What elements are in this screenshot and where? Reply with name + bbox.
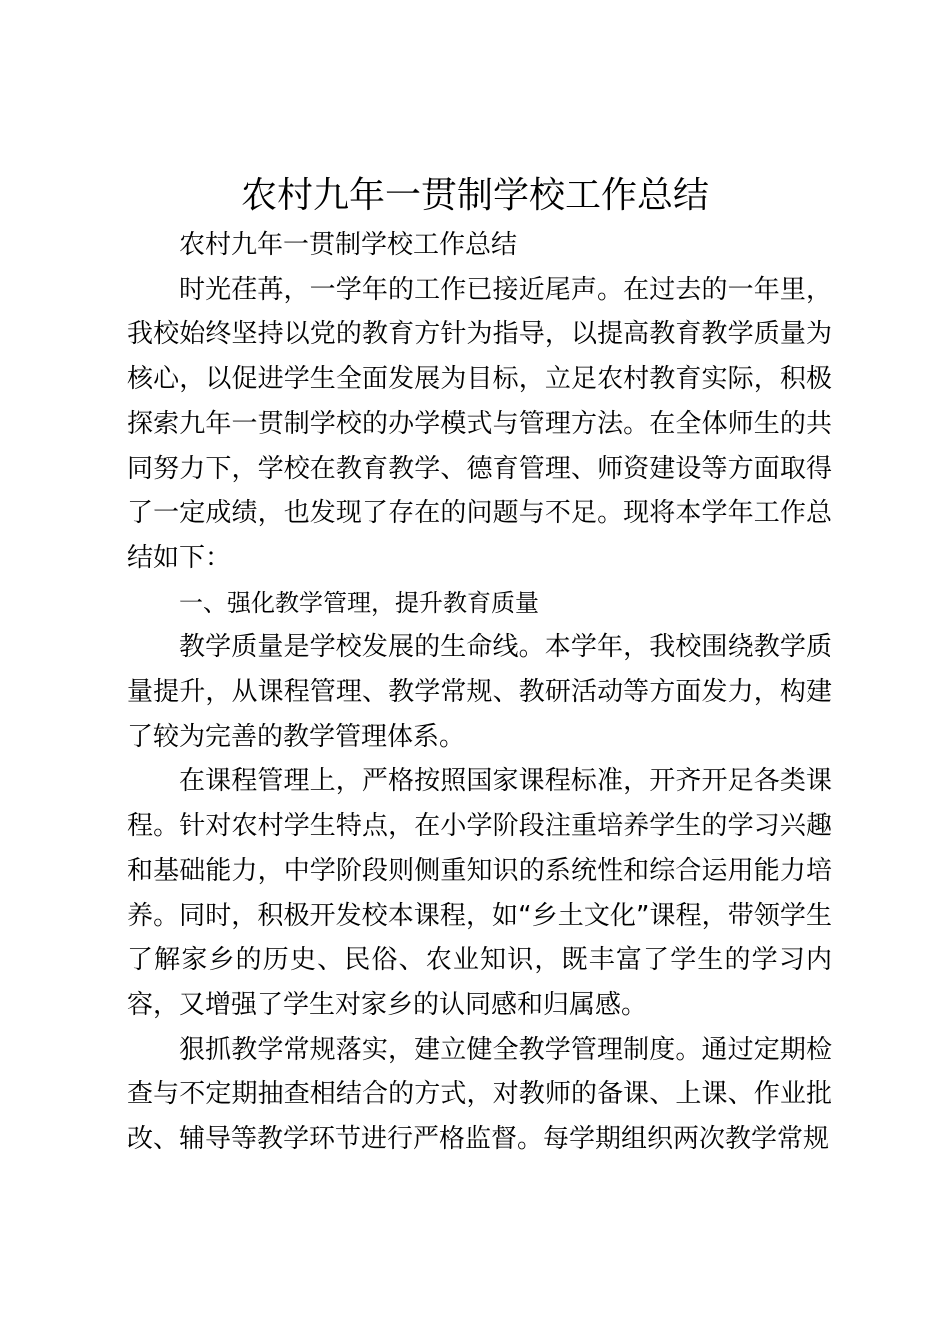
paragraph-teaching-routine: 狠抓教学常规落实，建立健全教学管理制度。通过定期检查与不定期抽查相结合的方式，对教师的备课、上课、作业批改、辅导等教学环节进行严格监督。每学期组织两次教学常规 [127,1034,832,1155]
document-body [127,223,832,1162]
document-subtitle: 农村九年一贯制学校工作总结 [179,230,518,260]
section-heading-1: 一、强化教学管理，提升教育质量 [179,588,539,617]
paragraph-teaching-quality: 教学质量是学校发展的生命线。本学年，我校围绕教学质量提升，从课程管理、教学常规、教研活动等方面发力，构建了较为完善的教学管理体系。 [127,632,832,752]
paragraph-intro: 时光荏苒，一学年的工作已接近尾声。在过去的一年里，我校始终坚持以党的教育方针为指导，以提高教育教学质量为核心，以促进学生全面发展为目标，立足农村教育实际，积极探索九年一贯制学校的办学模式与管理方法。在全体师生的共同努力下，学校在教育教学、德育管理、师资建设等方面取得了一定成绩，也发现了存在的问题与不足。现将本学年工作总结如下： [127,274,832,573]
document-title: 农村九年一贯制学校工作总结 [240,175,709,216]
paragraph-curriculum: 在课程管理上，严格按照国家课程标准，开齐开足各类课程。针对农村学生特点，在小学阶段注重培养学生的学习兴趣和基础能力，中学阶段则侧重知识的系统性和综合运用能力培养。同时，积极开发校本课程，如“乡土文化”课程，带领学生了解家乡的历史、民俗、农业知识，既丰富了学生的学习内容，又增强了学生对家乡的认同感和归属感。 [127,766,832,1020]
